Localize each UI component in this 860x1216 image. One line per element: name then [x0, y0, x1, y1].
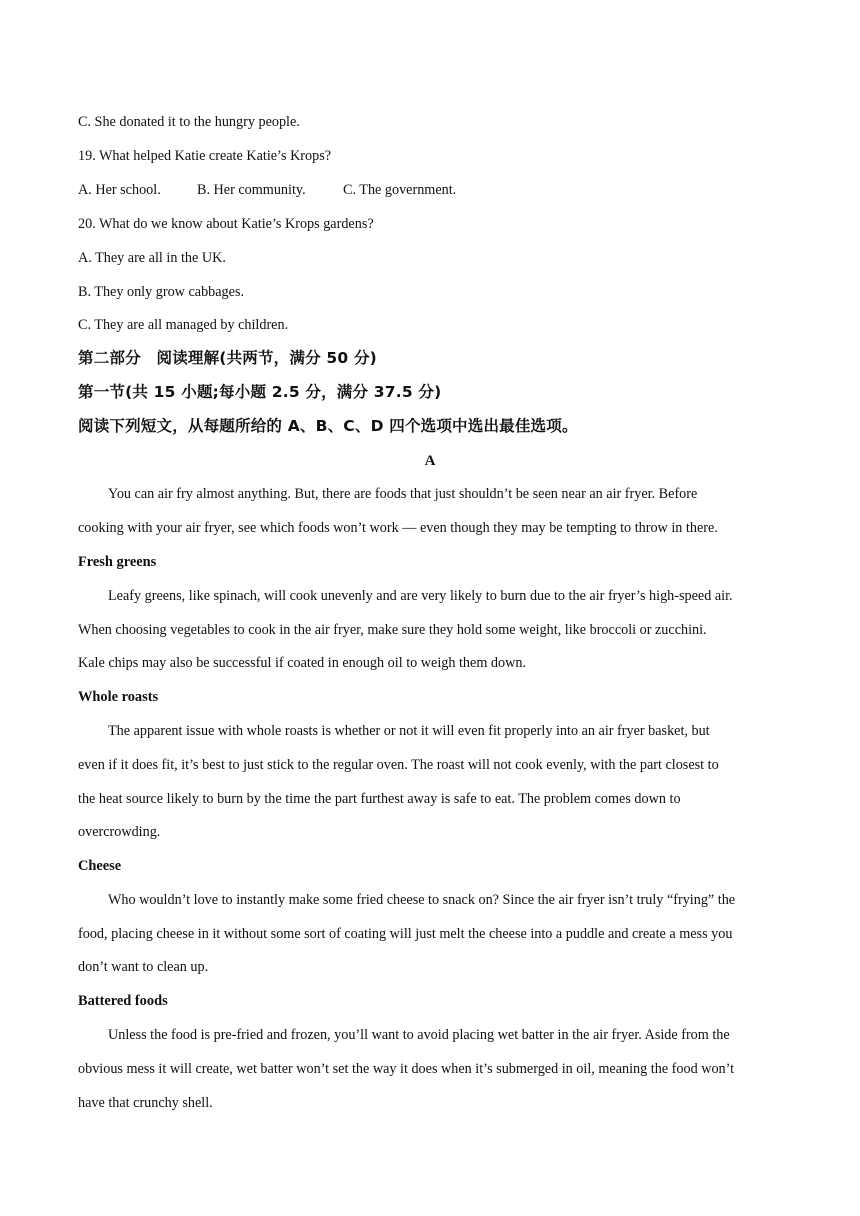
paragraph-line: When choosing vegetables to cook in the air fryer, make sure they hold some weight, like broccoli or zucchini.	[78, 622, 707, 638]
paragraph-line: The apparent issue with whole roasts is whether or not it will even fit properly into an air fryer basket, but	[108, 723, 710, 739]
section-heading-battered-foods: Battered foods	[78, 993, 168, 1009]
intro-line: You can air fry almost anything. But, there are foods that just shouldn’t be seen near an air fryer. Before	[108, 486, 698, 502]
paragraph-line: Who wouldn’t love to instantly make some fried cheese to snack on? Since the air fryer isn’t truly “frying” the	[108, 892, 736, 908]
section-heading-whole-roasts: Whole roasts	[78, 689, 159, 705]
section-subtitle: 第一节(共 15 小题;每小题 2.5 分，满分 37.5 分)	[78, 383, 442, 401]
paragraph-line: don’t want to clean up.	[78, 959, 209, 975]
section-heading-cheese: Cheese	[78, 858, 122, 874]
q19-option-b: B. Her community.	[197, 182, 306, 198]
q20-stem: 20. What do we know about Katie’s Krops gardens?	[78, 216, 374, 232]
q19-option-a: A. Her school.	[78, 182, 161, 198]
paragraph-line: obvious mess it will create, wet batter won’t set the way it does when it’s submerged in oil, meaning the food won’t	[78, 1061, 735, 1077]
paragraph-line: have that crunchy shell.	[78, 1095, 213, 1111]
paragraph-line: overcrowding.	[78, 824, 161, 840]
paragraph-line: the heat source likely to burn by the time the part furthest away is safe to eat. The problem comes down to	[78, 791, 681, 807]
paragraph-line: Leafy greens, like spinach, will cook unevenly and are very likely to burn due to the air fryer’s high-speed air.	[108, 588, 733, 604]
section-instruction: 阅读下列短文，从每题所给的 A、B、C、D 四个选项中选出最佳选项。	[78, 417, 578, 435]
q20-option-c: C. They are all managed by children.	[78, 317, 289, 333]
section-heading-fresh-greens: Fresh greens	[78, 554, 157, 570]
paragraph-line: food, placing cheese in it without some sort of coating will just melt the cheese into a puddle and create a mess you	[78, 926, 733, 942]
q20-option-b: B. They only grow cabbages.	[78, 284, 245, 300]
q19-option-c: C. The government.	[343, 182, 457, 198]
paragraph-line: even if it does fit, it’s best to just stick to the regular oven. The roast will not cook evenly, with the part closest to	[78, 757, 719, 773]
paragraph-line: Unless the food is pre-fried and frozen, you’ll want to avoid placing wet batter in the air fryer. Aside from the	[108, 1027, 730, 1043]
paragraph-line: Kale chips may also be successful if coated in enough oil to weigh them down.	[78, 655, 526, 671]
part-title: 第二部分 阅读理解(共两节，满分 50 分)	[78, 349, 377, 367]
q18-option-c: C. She donated it to the hungry people.	[78, 114, 300, 130]
intro-line: cooking with your air fryer, see which foods won’t work — even though they may be tempting to throw in there.	[78, 520, 718, 536]
passage-label: A	[424, 453, 436, 469]
q19-stem: 19. What helped Katie create Katie’s Krops?	[78, 148, 332, 164]
q20-option-a: A. They are all in the UK.	[78, 250, 226, 266]
